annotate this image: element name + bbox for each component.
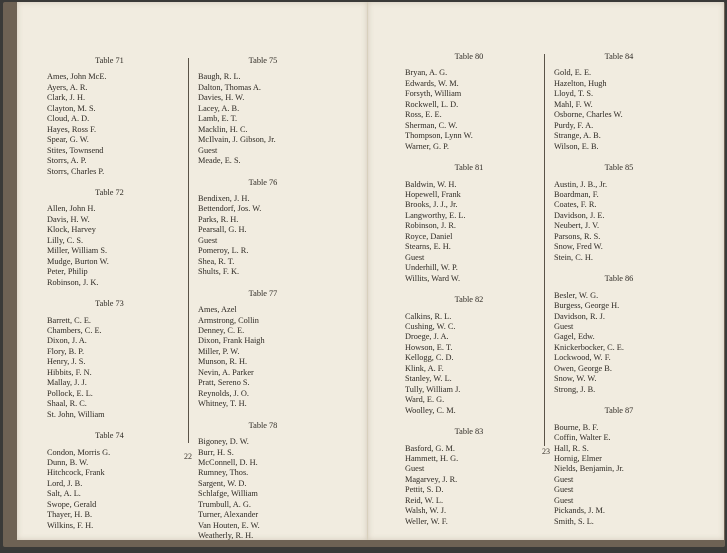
seating-table (554, 52, 684, 152)
guest-name: Parks, R. H. (198, 214, 239, 224)
guest-name: Miller, P. W. (198, 346, 240, 356)
guest-name: Mallay, J. J. (47, 378, 87, 388)
guest-name: Shults, F. K. (198, 267, 240, 277)
seating-table (47, 56, 172, 177)
guest-name: Guest (554, 474, 574, 484)
guest-name: Robinson, J. R. (405, 221, 456, 231)
guest-name: Burgess, George H. (554, 301, 620, 311)
table-title: Table 73 (95, 299, 124, 309)
guest-name: Storrs, A. P. (47, 156, 87, 166)
seating-table (47, 431, 172, 531)
guest-name: Pomeroy, L. R. (198, 246, 249, 256)
guest-name: Turner, Alexander (198, 510, 259, 520)
guest-name: Mahl, F. W. (554, 99, 593, 109)
guest-name: Lord, J. B. (47, 478, 83, 488)
table-title: Table 86 (604, 274, 634, 284)
guest-name: Stearns, E. H. (405, 242, 451, 252)
guest-name: Mudge, Burton W. (47, 256, 109, 266)
guest-name: Parsons, R. S. (554, 231, 601, 241)
guest-name: Pearsall, G. H. (198, 225, 247, 235)
guest-name: Stein, C. H. (554, 252, 593, 262)
guest-name: Davies, H. W. (198, 93, 245, 103)
guest-name: Stites, Townsend (47, 145, 104, 155)
guest-name: Lacey, A. B. (198, 103, 240, 113)
guest-name: Bryan, A. G. (405, 68, 448, 78)
guest-name: Bettendorf, Jos. W. (198, 204, 262, 214)
guest-name: Van Houten, E. W. (198, 520, 260, 530)
guest-name: Schlafge, William (198, 489, 258, 499)
guest-name: Droege, J. A. (405, 332, 449, 342)
guest-name: Pettit, S. D. (405, 485, 444, 495)
guest-name: Reid, W. L. (405, 495, 444, 505)
guest-name: Snow, Fred W. (554, 242, 603, 252)
guest-name: Wilson, E. B. (554, 141, 599, 151)
seating-table (198, 178, 328, 278)
guest-name: Klock, Harvey (47, 225, 96, 235)
guest-name: Dalton, Thomas A. (198, 82, 261, 92)
table-title: Table 71 (95, 56, 124, 65)
seating-table (554, 274, 684, 395)
guest-name: Clayton, M. S. (47, 103, 96, 113)
guest-name: Besler, W. G. (554, 290, 599, 300)
guest-name: Reynolds, J. O. (198, 388, 249, 398)
guest-name: Davis, H. W. (47, 214, 90, 224)
guest-name: Calkins, R. L. (405, 311, 452, 321)
guest-name: Guest (554, 321, 574, 331)
seating-table (198, 289, 328, 410)
guest-name: Denney, C. E. (198, 325, 245, 335)
guest-name: Thompson, Lynn W. (405, 131, 473, 141)
guest-name: Guest (405, 252, 425, 262)
guest-name: Guest (198, 235, 218, 245)
seating-table (198, 56, 328, 167)
guest-name: Ward, E. G. (405, 395, 445, 405)
guest-name: Magarvey, J. R. (405, 474, 458, 484)
column-2 (198, 56, 328, 553)
guest-name: Trumbull, A. G. (198, 499, 251, 509)
guest-name: Forsyth, William (405, 89, 462, 99)
guest-name: Dunn, B. W. (47, 457, 89, 467)
seating-table (405, 427, 533, 527)
guest-name: Hornig, Elmer (554, 453, 602, 463)
guest-name: Weller, W. F. (405, 516, 448, 526)
guest-name: Purdy, F. A. (554, 120, 594, 130)
guest-name: Rockwell, L. D. (405, 99, 459, 109)
guest-name: Cloud, A. D. (47, 114, 90, 124)
guest-name: Ross, E. E. (405, 110, 442, 120)
guest-name: Pollock, E. L. (47, 388, 93, 398)
guest-name: Ames, John McE. (47, 72, 107, 82)
guest-name: Howson, E. T. (405, 342, 453, 352)
guest-name: Chambers, C. E. (47, 325, 102, 335)
guest-name: Neubert, J. V. (554, 221, 600, 231)
guest-name: Peter, Philip (47, 267, 88, 277)
guest-name: Flory, B. P. (47, 346, 85, 356)
guest-name: Ames, Azel (198, 305, 237, 315)
seating-table (47, 299, 172, 420)
guest-name: Owen, George B. (554, 363, 612, 373)
guest-name: Rumney, Thos. (198, 468, 249, 478)
guest-name: Barrett, C. E. (47, 315, 92, 325)
guest-name: Edwards, W. M. (405, 78, 459, 88)
guest-name: Willits, Ward W. (405, 273, 461, 283)
guest-name: Davidson, J. E. (554, 210, 605, 220)
guest-name: Knickerbocker, C. E. (554, 342, 624, 352)
guest-name: Dixon, Frank Haigh (198, 336, 265, 346)
table-title: Table 76 (248, 177, 278, 187)
seating-table (198, 421, 328, 542)
column-3 (405, 52, 533, 538)
guest-name: Robinson, J. K. (47, 277, 99, 287)
guest-name: Spear, G. W. (47, 135, 89, 145)
guest-name: McConnell, D. H. (198, 457, 258, 467)
guest-name: Macklin, H. C. (198, 124, 248, 134)
guest-name: Lilly, C. S. (47, 235, 84, 245)
guest-name: Underhill, W. P. (405, 263, 458, 273)
table-title: Table 83 (454, 427, 484, 437)
guest-name: Hitchcock, Frank (47, 468, 105, 478)
guest-name: Sherman, C. W. (405, 120, 458, 130)
page-number-right: 23 (542, 447, 550, 456)
guest-name: Guest (554, 495, 574, 505)
guest-name: Davidson, R. J. (554, 311, 605, 321)
guest-name: Stanley, W. L. (405, 374, 452, 384)
guest-name: Austin, J. B., Jr. (554, 179, 608, 189)
table-title: Table 80 (454, 52, 484, 61)
guest-name: Osborne, Charles W. (554, 110, 623, 120)
seating-table (47, 188, 172, 288)
guest-name: Langworthy, E. L. (405, 210, 466, 220)
table-title: Table 78 (248, 420, 278, 430)
guest-name: Shea, R. T. (198, 256, 235, 266)
guest-name: Weatherly, R. H. (198, 531, 254, 541)
guest-name: Coates, F. R. (554, 200, 597, 210)
guest-name: Henry, J. S. (47, 357, 86, 367)
table-title: Table 81 (454, 163, 484, 173)
guest-name: Lamb, E. T. (198, 114, 238, 124)
guest-name: Pickands, J. M. (554, 506, 605, 516)
guest-name: Ayers, A. R. (47, 82, 88, 92)
guest-name: Meade, E. S. (198, 156, 241, 166)
column-4 (554, 52, 684, 538)
guest-name: Lockwood, W. F. (554, 353, 611, 363)
guest-name: Strong, J. B. (554, 384, 596, 394)
table-title: Table 75 (248, 56, 278, 65)
guest-name: Bigoney, D. W. (198, 437, 249, 447)
left-column-rule (188, 58, 189, 443)
guest-name: Shaal, R. C. (47, 399, 87, 409)
guest-name: Munson, R. H. (198, 357, 248, 367)
table-title: Table 74 (95, 431, 124, 441)
guest-name: Gold, E. E. (554, 68, 592, 78)
guest-name: Whitney, T. H. (198, 399, 247, 409)
table-title: Table 85 (604, 163, 634, 173)
guest-name: Wilkins, F. H. (47, 520, 94, 530)
guest-name: Burr, H. S. (198, 447, 234, 457)
guest-name: McIlvain, J. Gibson, Jr. (198, 135, 276, 145)
guest-name: St. John, William (47, 409, 105, 419)
guest-name: Tully, William J. (405, 384, 461, 394)
guest-name: Klink, A. F. (405, 363, 444, 373)
seating-table (405, 295, 533, 416)
guest-name: Guest (198, 145, 218, 155)
guest-name: Hayes, Ross F. (47, 124, 97, 134)
guest-name: Armstrong, Collin (198, 315, 259, 325)
column-1 (47, 56, 172, 542)
guest-name: Woolley, C. M. (405, 405, 456, 415)
guest-name: Hall, R. S. (554, 443, 589, 453)
guest-name: Bendixen, J. H. (198, 193, 250, 203)
guest-name: Hopewell, Frank (405, 189, 461, 199)
page-number-left: 22 (184, 452, 192, 461)
guest-name: Baldwin, W. H. (405, 179, 457, 189)
guest-name: Sargent, W. D. (198, 478, 247, 488)
guest-name: Guest (405, 464, 425, 474)
guest-name: Brooks, J. J., Jr. (405, 200, 458, 210)
table-title: Table 72 (95, 187, 124, 197)
guest-name: Smith, S. L. (554, 516, 594, 526)
table-title: Table 77 (248, 288, 278, 298)
guest-name: Nields, Benjamin, Jr. (554, 464, 624, 474)
guest-name: Nevin, A. Parker (198, 367, 254, 377)
guest-name: Kellogg, C. D. (405, 353, 454, 363)
guest-name: Basford, G. M. (405, 443, 456, 453)
guest-name: Gagel, Edw. (554, 332, 595, 342)
guest-name: Warner, G. P. (405, 141, 449, 151)
guest-name: Strange, A. B. (554, 131, 601, 141)
guest-name: Swope, Gerald (47, 499, 97, 509)
seating-table (405, 163, 533, 284)
seating-table (554, 406, 684, 527)
seating-table (554, 163, 684, 263)
guest-name: Cushing, W. C. (405, 321, 456, 331)
right-column-rule (544, 54, 545, 446)
guest-name: Baugh, R. L. (198, 72, 241, 82)
guest-name: Thayer, H. B. (47, 510, 93, 520)
guest-name: Coffin, Walter E. (554, 433, 611, 443)
guest-name: Miller, William S. (47, 246, 108, 256)
guest-name: Boardman, F. (554, 189, 599, 199)
guest-name: Pratt, Sereno S. (198, 378, 250, 388)
guest-name: Hammett, H. G. (405, 453, 459, 463)
guest-name: Clark, J. H. (47, 93, 86, 103)
guest-name: Storrs, Charles P. (47, 166, 105, 176)
guest-name: Salt, A. L. (47, 489, 81, 499)
table-title: Table 82 (454, 295, 484, 305)
guest-name: Allen, John H. (47, 204, 96, 214)
guest-name: Dixon, J. A. (47, 336, 87, 346)
table-title: Table 87 (604, 406, 634, 416)
guest-name: Hazelton, Hugh (554, 78, 607, 88)
guest-name: Snow, W. W. (554, 374, 597, 384)
guest-name: Lloyd, T. S. (554, 89, 594, 99)
guest-name: Walsh, W. J. (405, 506, 447, 516)
guest-name: Bourne, B. F. (554, 422, 599, 432)
guest-name: Guest (554, 485, 574, 495)
guest-name: Condon, Morris G. (47, 447, 111, 457)
seating-table (405, 52, 533, 152)
table-title: Table 84 (604, 52, 634, 61)
guest-name: Royce, Daniel (405, 231, 453, 241)
guest-name: Hibbits, F. N. (47, 367, 92, 377)
